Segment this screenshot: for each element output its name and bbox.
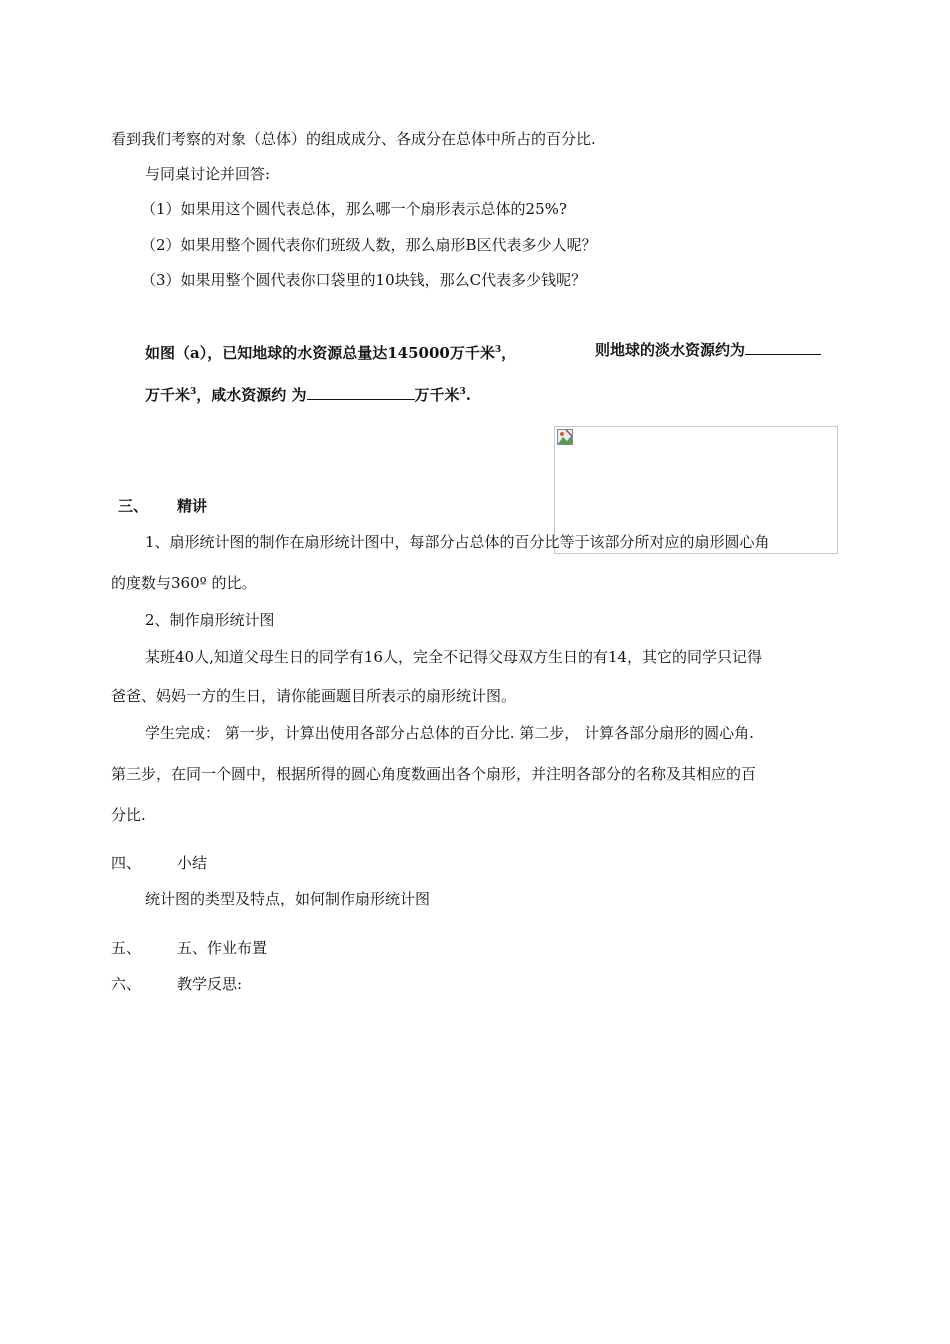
steps-line-3: 分比. [111, 806, 146, 824]
problem-line-2: 爸爸、妈妈一方的生日，请你能画题目所表示的扇形统计图。 [111, 687, 517, 705]
exercise-unit-b: 万千米 [414, 386, 460, 404]
freshwater-blank[interactable] [745, 340, 821, 355]
exercise-comma: ， [501, 344, 517, 362]
steps-line-2: 第三步，在同一个圆中，根据所得的圆心角度数画出各个扇形，并注明各部分的名称及其相应的百 [111, 765, 757, 783]
exercise-unit-a: 万千米 [145, 386, 191, 404]
intro-line: 看到我们考察的对象（总体）的组成成分、各成分在总体中所占的百分比. [111, 130, 596, 148]
exercise-line-1b [595, 340, 821, 360]
section-3-item-1-line-1: 1、扇形统计图的制作在扇形统计图中，每部分占总体的百分比等于该部分所对应的扇形圆心角 [145, 533, 770, 551]
saltwater-blank[interactable] [307, 385, 415, 400]
question-2: （2）如果用整个圆代表你们班级人数，那么扇形B区代表多少人呢？ [141, 236, 597, 254]
exercise-text-c: ，咸水资源约 为 [196, 386, 307, 404]
section-3-item-2: 2、制作扇形统计图 [145, 611, 275, 629]
exercise-period: . [465, 386, 472, 404]
exercise-sup-2: 3 [190, 387, 197, 397]
section-6-title: 教学反思: [177, 975, 243, 993]
discussion-prompt: 与同桌讨论并回答: [145, 165, 271, 183]
section-4-number: 四、 [111, 854, 142, 872]
section-3-item-1-line-2: 的度数与360º 的比。 [111, 574, 257, 592]
section-6-number: 六、 [111, 975, 142, 993]
section-4-title: 小结 [177, 854, 208, 872]
section-4-content: 统计图的类型及特点，如何制作扇形统计图 [145, 890, 431, 908]
exercise-line-1 [145, 340, 516, 363]
exercise-line-2 [145, 382, 471, 405]
exercise-sup-1: 3 [494, 345, 502, 355]
question-3: （3）如果用整个圆代表你口袋里的10块钱，那么C代表多少钱呢？ [141, 271, 587, 289]
question-1: （1）如果用这个圆代表总体，那么哪一个扇形表示总体的25%? [141, 200, 567, 218]
broken-image-icon [557, 429, 573, 445]
section-5-number: 五、 [111, 939, 142, 957]
section-3-title: 精讲 [177, 497, 208, 515]
exercise-sup-3: 3 [459, 387, 466, 397]
section-3-number: 三、 [118, 497, 149, 515]
section-5-title: 五、作业布置 [177, 939, 268, 957]
problem-line-1: 某班40人,知道父母生日的同学有16人，完全不记得父母双方生日的有14，其它的同学只记得 [145, 648, 763, 666]
steps-line-1: 学生完成： 第一步，计算出使用各部分占总体的百分比. 第二步， 计算各部分扇形的圆心角. [145, 724, 754, 742]
exercise-text-a: 如图（a），已知地球的水资源总量达145000万千米 [145, 344, 495, 362]
exercise-text-b: 则地球的淡水资源约为 [595, 341, 746, 359]
